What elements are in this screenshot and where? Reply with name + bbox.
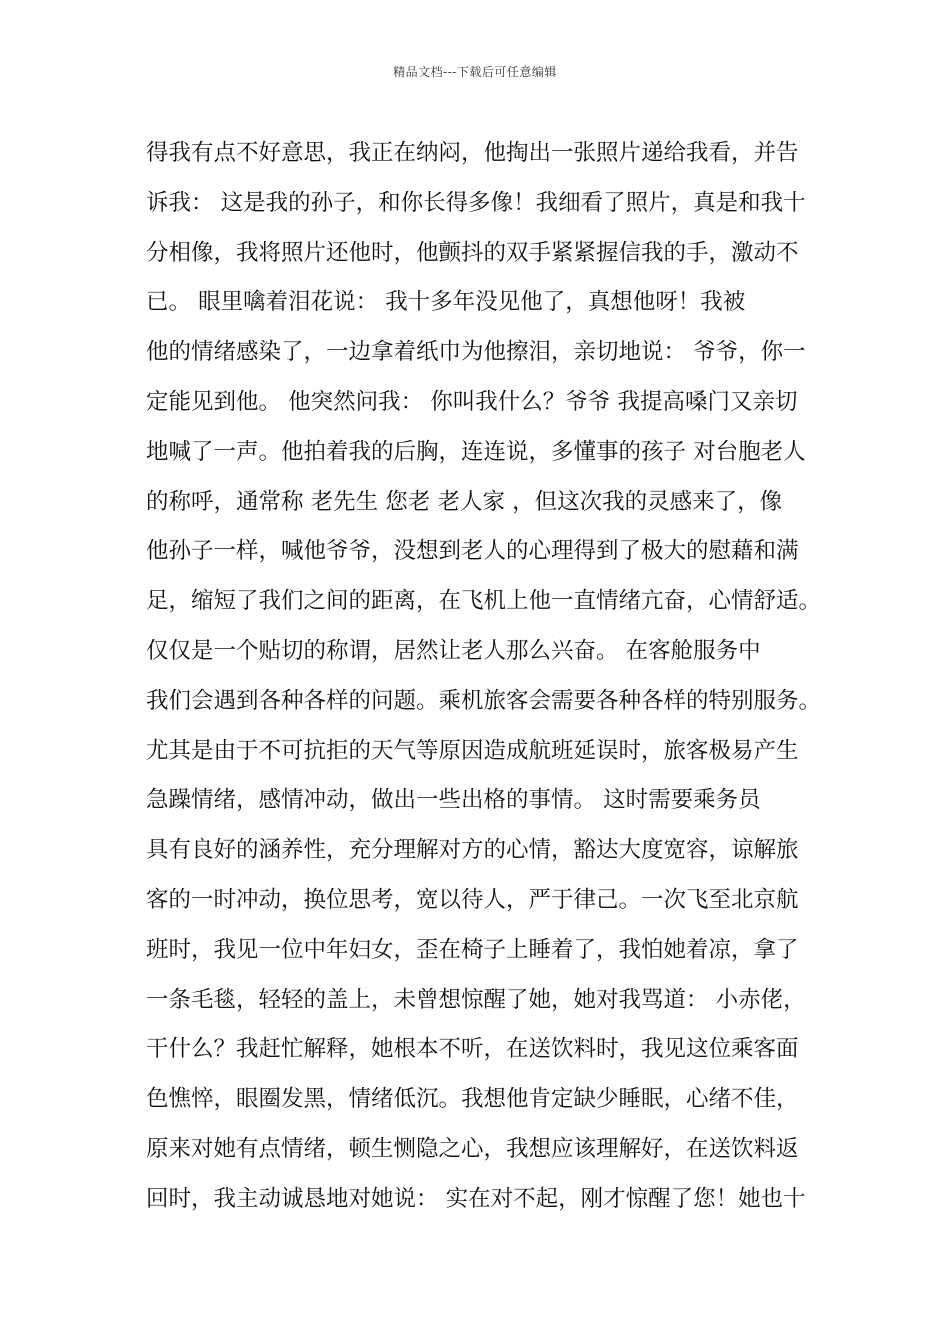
text-line: 已。 眼里噙着泪花说： 我十多年没见他了，真想他呀！我被 xyxy=(146,289,746,316)
text-line: 干什么？我赶忙解释，她根本不听，在送饮料时，我见这位乘客面 xyxy=(146,1036,799,1063)
text-line: 足，缩短了我们之间的距离，在飞机上他一直情绪亢奋，心情舒适。 xyxy=(146,588,822,615)
text-line: 具有良好的涵养性，充分理解对方的心情，豁达大度宽容，谅解旅 xyxy=(146,837,799,864)
text-line: 诉我： 这是我的孙子，和你长得多像！我细看了照片，真是和我十 xyxy=(146,189,806,216)
text-line: 他的情绪感染了，一边拿着纸巾为他擦泪，亲切地说： 爷爷，你一 xyxy=(146,339,806,366)
text-line: 得我有点不好意思，我正在纳闷，他掏出一张照片递给我看，并告 xyxy=(146,140,799,166)
text-line: 地喊了一声。他拍着我的后胸，连连说，多懂事的孩子 对台胞老人 xyxy=(146,438,806,465)
text-line: 仅仅是一个贴切的称谓，居然让老人那么兴奋。 在客舱服务中 xyxy=(146,637,761,664)
text-line: 急躁情绪，感情冲动，做出一些出格的事情。 这时需要乘务员 xyxy=(146,787,761,814)
text-line: 分相像，我将照片还他时，他颤抖的双手紧紧握信我的手，激动不 xyxy=(146,239,799,266)
text-line: 定能见到他。 他突然问我： 你叫我什么？爷爷 我提高嗓门又亲切 xyxy=(146,388,798,415)
text-line: 色憔悴，眼圈发黑，情绪低沉。我想他肯定缺少睡眠，心绪不佳， xyxy=(146,1086,799,1113)
text-line: 一条毛毯，轻轻的盖上，未曾想惊醒了她，她对我骂道： 小赤佬， xyxy=(146,986,806,1013)
text-line: 的称呼，通常称 老先生 您老 老人家 ，但这次我的灵感来了，像 xyxy=(146,488,783,515)
text-line: 班时，我见一位中年妇女，歪在椅子上睡着了，我怕她着凉，拿了 xyxy=(146,936,799,963)
text-line: 尤其是由于不可抗拒的天气等原因造成航班延误时，旅客极易产生 xyxy=(146,737,799,764)
text-line: 他孙子一样，喊他爷爷，没想到老人的心理得到了极大的慰藉和满 xyxy=(146,538,799,565)
page-header: 精品文档---下载后可任意编辑 xyxy=(393,65,557,79)
text-line: 客的一时冲动，换位思考，宽以待人，严于律己。一次飞至北京航 xyxy=(146,886,799,913)
text-line: 原来对她有点情绪，顿生恻隐之心，我想应该理解好，在送饮料返 xyxy=(146,1135,799,1162)
text-line: 回时，我主动诚恳地对她说： 实在对不起，刚才惊醒了您！她也十 xyxy=(146,1185,806,1212)
body-text xyxy=(146,133,836,1229)
text-line: 我们会遇到各种各样的问题。乘机旅客会需要各种各样的特别服务。 xyxy=(146,687,822,714)
